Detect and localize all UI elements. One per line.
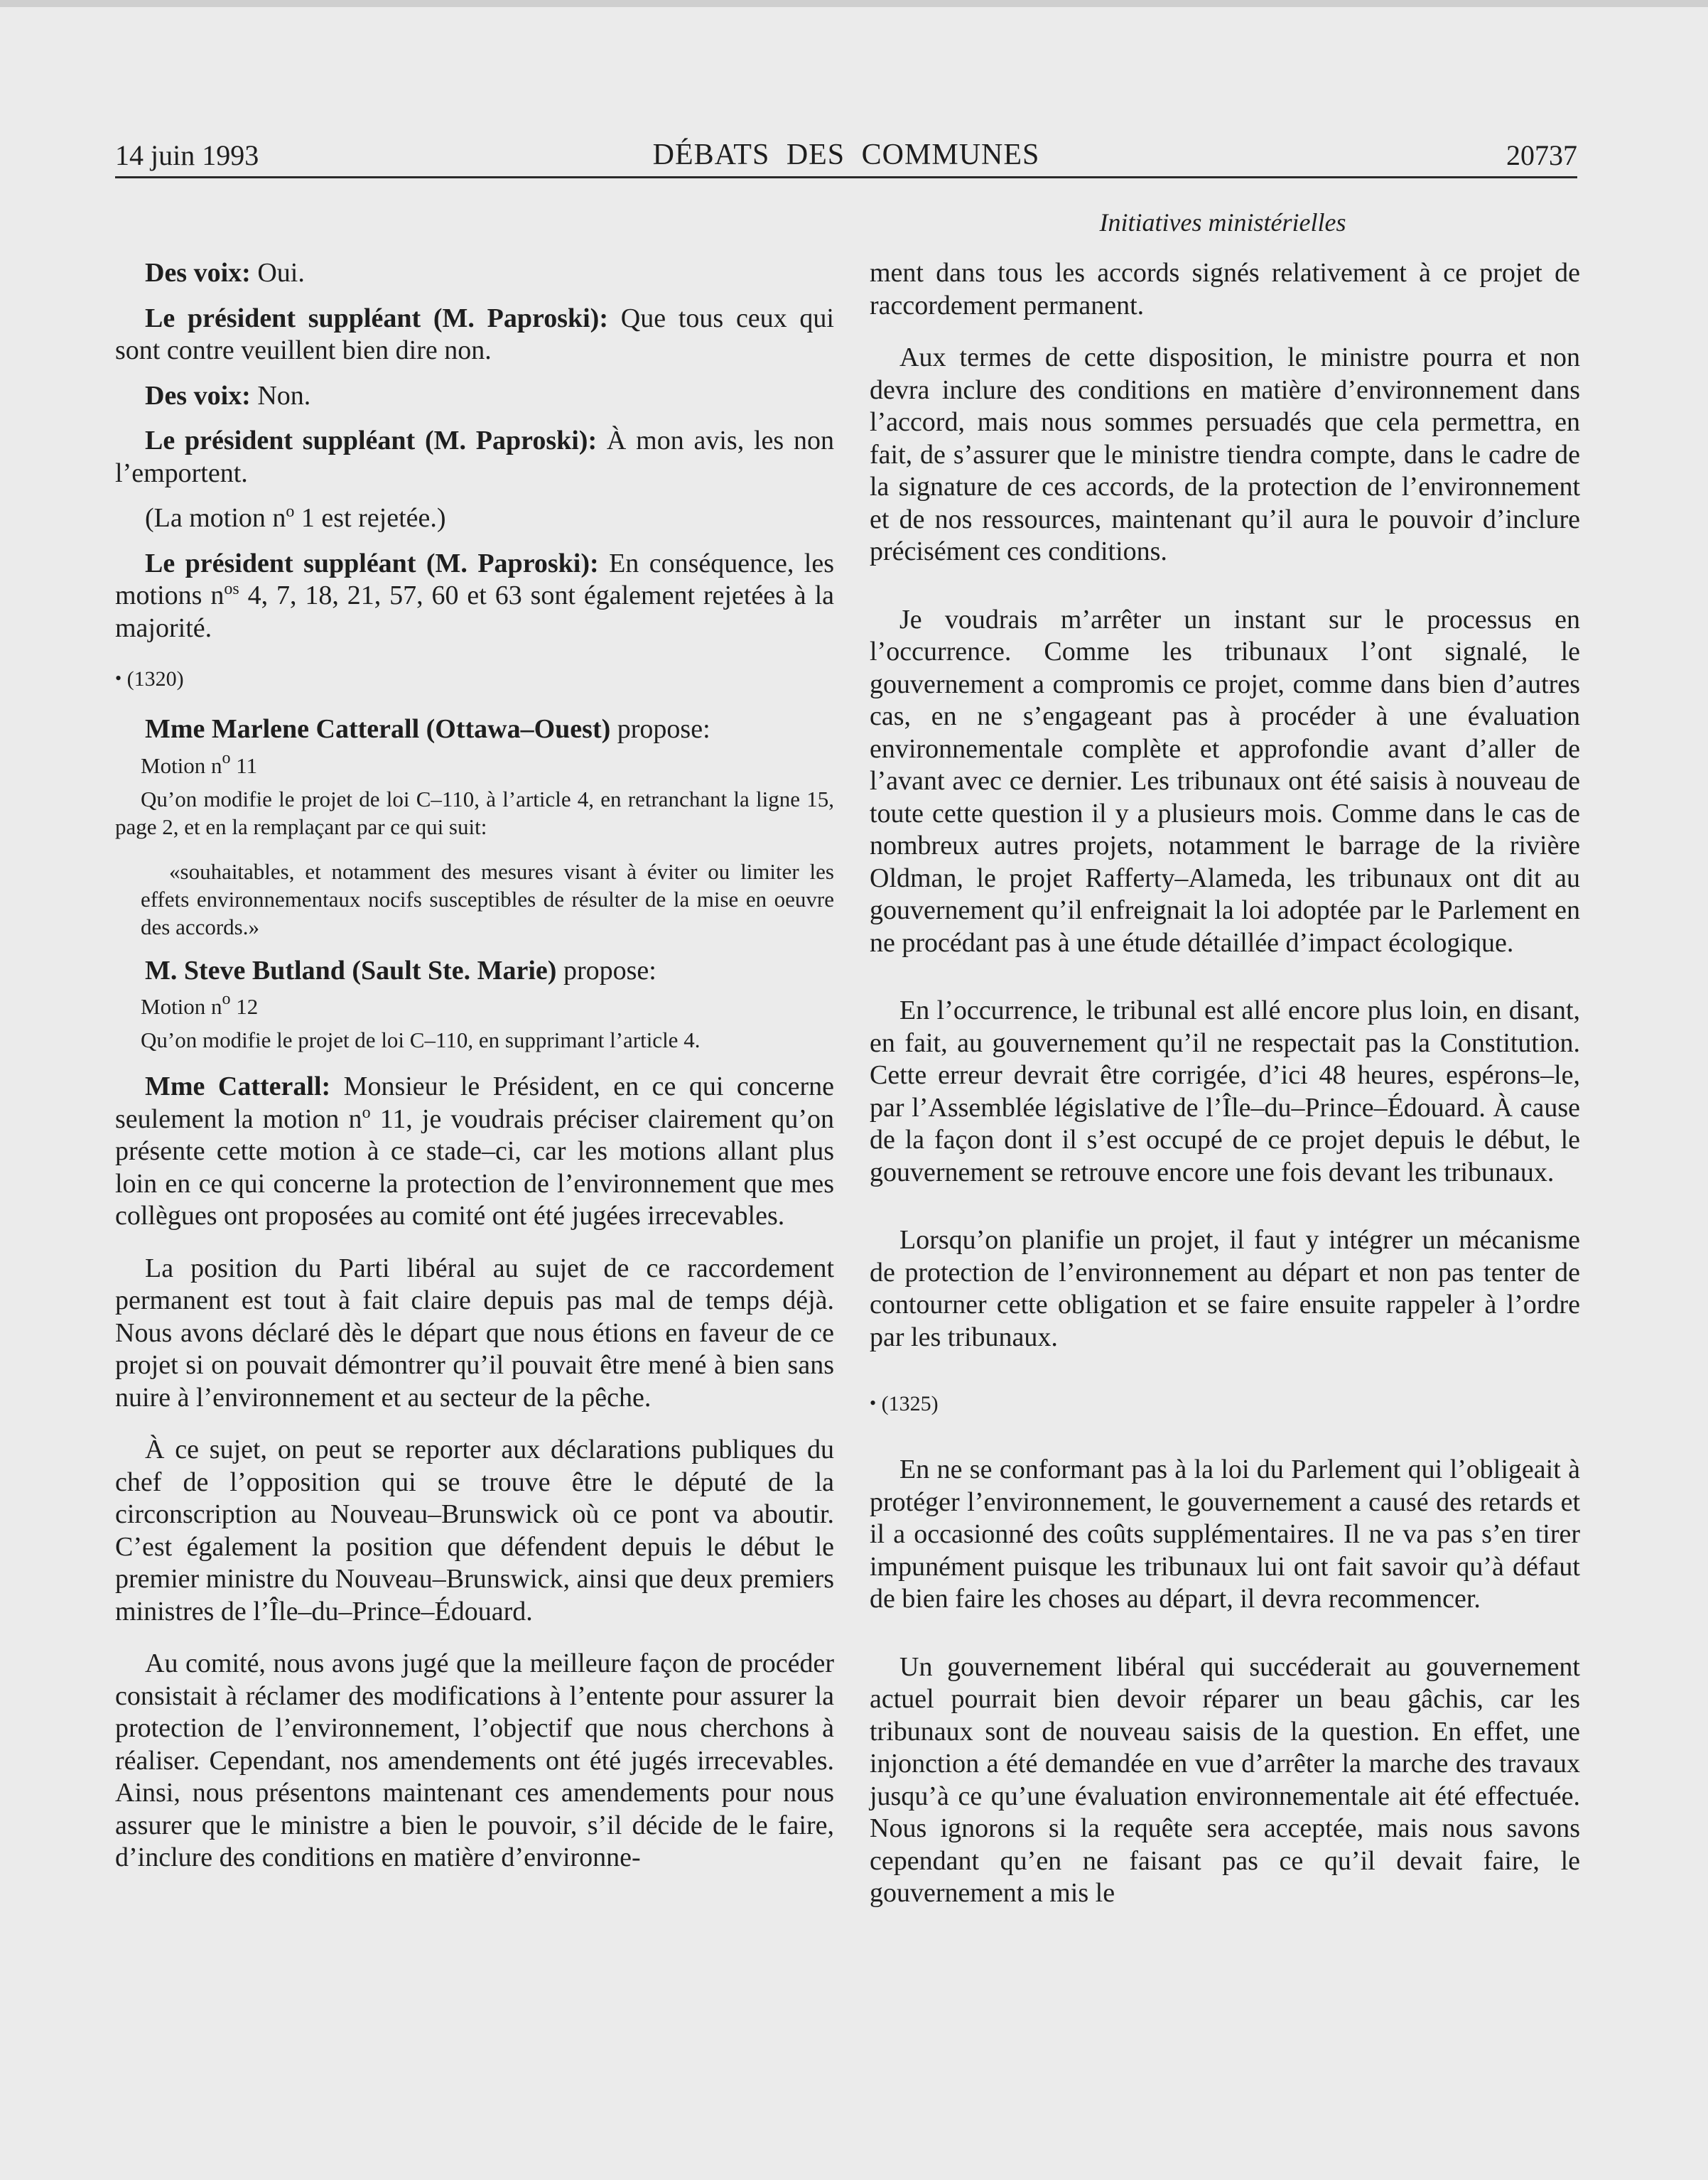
header-date: 14 juin 1993 <box>115 139 259 171</box>
motion-number: Motion $n^o$ 11 <box>141 748 258 778</box>
speaker-name: Le président suppléant (M. Paproski): <box>145 548 599 578</box>
paragraph: Au comité, nous avons jugé que la meilleure façon de procéder consistait à réclamer des modifications à l’entente pour assurer la protection de l’environnement, l’objectif que nous cherchons à réaliser. Cependant, nos amendements ont été jugés irrecevables. Ainsi, nous présentons maintenant ces amendements pour nous assurer que le ministre a bien le pouvoir, s’il décide de le faire, d’inclure des conditions en matière d’environne- <box>115 1649 834 1872</box>
left-column <box>115 257 834 1874</box>
paragraph: Des voix: Non. <box>145 380 311 411</box>
speaker-name: Le président suppléant (M. Paproski): <box>145 303 608 333</box>
motion-quote: «souhaitables, et notamment des mesures visant à éviter ou limiter les effets environnementaux nocifs susceptibles de résulter de la mise en oeuvre des accords.» <box>141 858 834 939</box>
speaker-name: Mme Catterall: <box>145 1072 331 1101</box>
section-title: Initiatives ministérielles <box>1099 208 1346 237</box>
paragraph: Mme Marlene Catterall (Ottawa–Ouest) propose: <box>145 714 710 744</box>
speaker-name: Mme Marlene Catterall (Ottawa–Ouest) <box>145 714 611 744</box>
header-page-number: 20737 <box>1506 139 1577 171</box>
paragraph: Mme Catterall: Monsieur le Président, en ce qui concerne seulement la motion $n^o$ 11, je voudrais préciser clairement qu’on présente cette motion à ce stade–ci, car les motions allant plus loin en ce qui concerne la protection de l’environnement que mes collègues ont proposées au comité ont été jugées irrecevables. <box>115 1072 835 1231</box>
scan-top-edge <box>0 0 1708 7</box>
motion-text: Qu’on modifie le projet de loi C–110, en supprimant l’article 4. <box>141 1027 701 1052</box>
paragraph: Aux termes de cette disposition, le ministre pourra et non devra inclure des conditions en matière d’environnement dans l’accord, mais nous sommes persuadés que cela permettra, en fait, de s’assurer que le ministre tiendra compte, dans le cadre de la signature de ces accords, de la protection de l’environnement et de nos ressources, maintenant qu’il aura le pouvoir d’inclure précisément ces conditions. <box>870 342 1580 566</box>
paragraph: Je voudrais m’arrêter un instant sur le processus en l’occurrence. Comme les tribunaux l’ont signalé, le gouvernement a compromis ce projet, comme dans bien d’autres cas, en ne s’engageant pas à procéder à une évaluation environnementale complète et approfondie avant d’aller de l’avant avec ce dernier. Les tribunaux ont été saisis à nouveau de toute cette question il y a plusieurs mois. Comme dans le cas de nombreux autres projets, notamment le barrage de la rivière Oldman, le projet Rafferty–Alameda, les tribunaux ont dit au gouvernement qu’il enfreignait la loi adoptée par le Parlement en ne procédant pas à une étude détaillée d’impact écologique. <box>870 604 1580 958</box>
timestamp: • (1320) <box>115 667 184 691</box>
bullet-icon: • <box>870 1393 877 1413</box>
paragraph: Un gouvernement libéral qui succéderait au gouvernement actuel pourrait bien devoir réparer un beau gâchis, car les tribunaux sont de nouveau saisis de la question. En effet, une injonction a été demandée en vue d’arrêter la marche des travaux jusqu’à ce qu’une évaluation environnementale ait été effectuée. Nous ignorons si la requête sera acceptée, mais nous savons cependant qu’en ne faisant pas ce qu’il devait faire, le gouvernement a mis le <box>870 1651 1580 1908</box>
bullet-icon: • <box>115 668 122 689</box>
page-header <box>115 136 1577 178</box>
paragraph: À ce sujet, on peut se reporter aux déclarations publiques du chef de l’opposition qui se trouve être le député de la circonscription au Nouveau–Brunswick où ce pont va aboutir. C’est également la position que défendent depuis le début le premier ministre du Nouveau–Brunswick, ainsi que deux premiers ministres de l’Île–du–Prince–Édouard. <box>115 1435 834 1626</box>
speaker-name: M. Steve Butland (Sault Ste. Marie) <box>145 955 557 986</box>
paragraph: Lorsqu’on planifie un projet, il faut y intégrer un mécanisme de protection de l’environnement au départ et non pas tenter de contourner cette obligation et se faire ensuite rappeler à l’ordre par les tribunaux. <box>870 1225 1580 1352</box>
timestamp: • (1325) <box>870 1392 939 1415</box>
motion-text: Qu’on modifie le projet de loi C–110, à l’article 4, en retranchant la ligne 15, page 2, et en la remplaçant par ce qui suit: <box>115 786 834 839</box>
paragraph: La position du Parti libéral au sujet de ce raccordement permanent est tout à fait claire depuis pas mal de temps déjà. Nous avons déclaré dès le départ que nous étions en faveur de ce projet si on pouvait démontrer qu’il pouvait être mené à bien sans nuire à l’environnement et au secteur de la pêche. <box>115 1253 834 1413</box>
paragraph: En ne se conformant pas à la loi du Parlement qui l’obligeait à protéger l’environnement, le gouvernement a causé des retards et il a occasionné des coûts supplémentaires. Il ne va pas s’en tirer impunément puisque les tribunaux lui ont fait savoir qu’à défaut de bien faire les choses au départ, il devra recommencer. <box>870 1455 1580 1614</box>
speaker-name: Le président suppléant (M. Paproski): <box>145 426 598 455</box>
speaker-name: Des voix: <box>145 258 251 288</box>
paragraph: Le président suppléant (M. Paproski): Que tous ceux qui sont contre veuillent bien dire non. <box>115 303 834 365</box>
right-column <box>870 257 1580 1910</box>
procedural-note: (La motion $n^o$ 1 est rejetée.) <box>145 502 446 533</box>
paragraph: M. Steve Butland (Sault Ste. Marie) propose: <box>145 955 656 986</box>
motion-number: Motion $n^o$ 12 <box>141 990 259 1019</box>
paragraph: Le président suppléant (M. Paproski): En conséquence, les motions $n^{os}$ 4, 7, 18, 21, 57, 60 et 63 sont également rejetées à la majorité. <box>115 548 835 643</box>
paragraph: ment dans tous les accords signés relativement à ce projet de raccordement permanent. <box>870 258 1580 320</box>
paragraph: En l’occurrence, le tribunal est allé encore plus loin, en disant, en fait, au gouvernement qu’il ne respectait pas la Constitution. Cette erreur devrait être corrigée, d’ici 48 heures, espérons–le, par l’Assemblée législative de l’Île–du–Prince–Édouard. À cause de la façon dont il s’est occupé de ce projet depuis le début, le gouvernement se retrouve encore une fois devant les tribunaux. <box>870 995 1580 1187</box>
paragraph: Le président suppléant (M. Paproski): À mon avis, les non l’emportent. <box>115 426 834 488</box>
speaker-name: Des voix: <box>145 380 251 411</box>
paragraph: Des voix: Oui. <box>145 258 305 288</box>
header-journal-title: DÉBATS DES COMMUNES <box>652 139 1040 171</box>
